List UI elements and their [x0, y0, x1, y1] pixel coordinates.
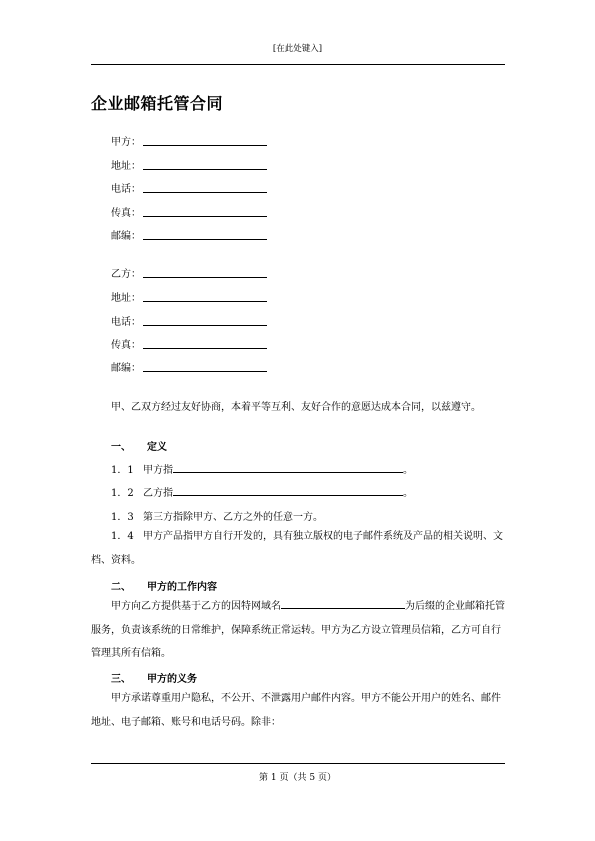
clause-text: 甲方产品指甲方自行开发的，具有独立版权的电子邮件系统及产品的相关说明、文档、资料。 — [91, 531, 503, 566]
section-heading-obligations — [111, 670, 197, 685]
clause-1-4 — [91, 525, 505, 572]
party-a-address-row — [111, 157, 143, 173]
section-heading-work-content — [111, 578, 217, 593]
party-b-address-row — [111, 289, 143, 305]
section-3-paragraph: 甲方承诺尊重用户隐私，不公开、不泄露用户邮件内容。甲方不能公开用户的姓名、邮件地址、电子邮箱、账号和电话号码。除非： — [91, 693, 501, 728]
fill-in-line — [143, 239, 267, 240]
party-a-name-row — [111, 133, 143, 149]
header-placeholder-text: [在此处键入] — [272, 44, 323, 54]
page-number: 第 1 页（共 5 页） — [259, 773, 336, 783]
party-a-fax-row — [111, 204, 143, 220]
fill-in-line — [143, 301, 267, 302]
party-b-name-row — [111, 265, 143, 281]
field-label: 电话： — [111, 184, 141, 195]
footer-rule — [91, 763, 505, 764]
paragraph-text: 为后缀的企业邮箱托管服务，负责该系统的日常维护，保障系统正常运转。甲方为乙方设立管理员信箱，乙方可自行管理其所有信箱。 — [91, 601, 505, 659]
clause-text: 乙方指 — [143, 488, 173, 499]
field-label: 邮编： — [111, 363, 141, 374]
party-a-phone-row — [111, 180, 143, 196]
party-b-phone-row — [111, 313, 143, 329]
paragraph-text: 甲方向乙方提供基于乙方的因特网域名 — [111, 601, 281, 612]
field-label: 电话： — [111, 317, 141, 328]
field-label: 地址： — [111, 293, 141, 304]
clause-text: 甲方指 — [143, 465, 173, 476]
header-rule — [91, 64, 505, 65]
fill-in-line — [143, 325, 267, 326]
fill-in-line — [143, 192, 267, 193]
clause-number: 1．3 — [111, 512, 134, 523]
section-title: 甲方的义务 — [147, 674, 197, 685]
party-b-postcode-row — [111, 359, 143, 375]
field-label: 传真： — [111, 340, 141, 351]
fill-in-line — [143, 145, 267, 146]
party-a-postcode-row — [111, 227, 143, 243]
field-label: 传真： — [111, 208, 141, 219]
clause-number: 1．4 — [111, 531, 134, 542]
section-number: 三、 — [111, 674, 131, 685]
clause-1-1 — [111, 461, 413, 476]
fill-in-line — [143, 216, 267, 217]
clause-1-3 — [111, 508, 323, 523]
field-label: 地址： — [111, 161, 141, 172]
fill-in-line — [143, 348, 267, 349]
intro-paragraph: 甲、乙双方经过友好协商，本着平等互利、友好合作的意愿达成本合同，以兹遵守。 — [111, 402, 481, 413]
domain-fill-in-line — [281, 597, 405, 609]
section-2-paragraph — [91, 595, 505, 666]
fill-in-line — [173, 461, 403, 473]
field-label: 乙方： — [111, 269, 141, 280]
clause-1-2 — [111, 484, 413, 499]
contract-title: 企业邮箱托管合同 — [91, 94, 224, 113]
field-label: 邮编： — [111, 231, 141, 242]
fill-in-line — [173, 484, 403, 496]
fill-in-line — [143, 169, 267, 170]
clause-number: 1．2 — [111, 488, 134, 499]
clause-number: 1．1 — [111, 465, 134, 476]
party-b-fax-row — [111, 336, 143, 352]
clause-text: 第三方指除甲方、乙方之外的任意一方。 — [143, 512, 323, 523]
field-label: 甲方： — [111, 137, 141, 148]
section-number: 一、 — [111, 442, 131, 453]
section-title: 甲方的工作内容 — [147, 582, 217, 593]
fill-in-line — [143, 371, 267, 372]
clause-end: 。 — [403, 488, 413, 499]
section-number: 二、 — [111, 582, 131, 593]
section-heading-definitions — [111, 438, 167, 453]
section-title: 定义 — [147, 442, 167, 453]
fill-in-line — [143, 277, 267, 278]
clause-end: 。 — [403, 465, 413, 476]
